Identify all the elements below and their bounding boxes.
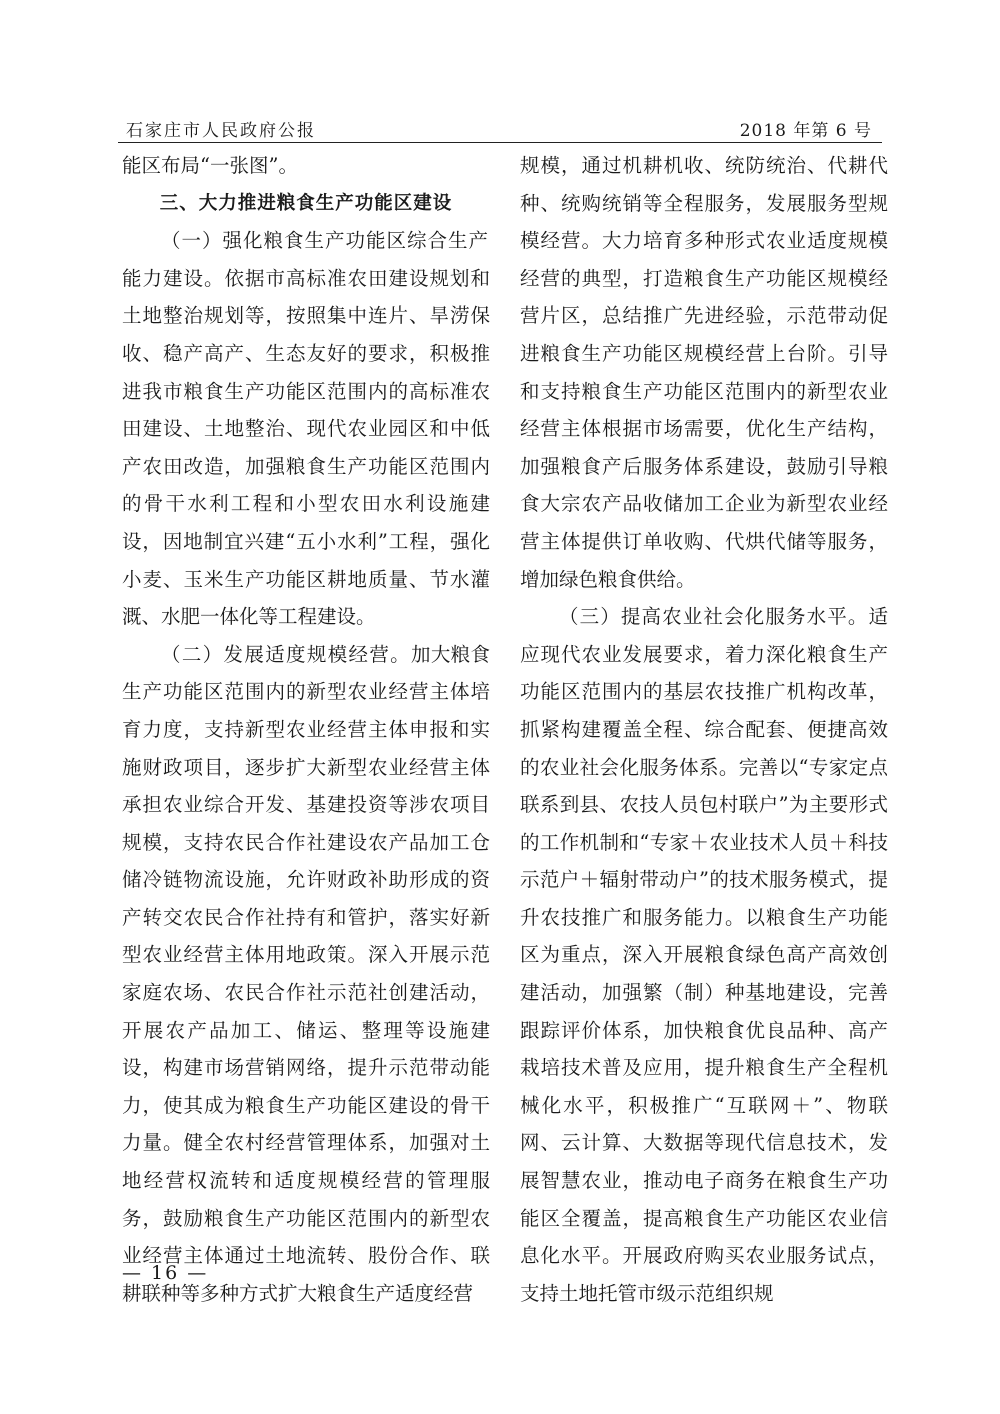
publication-title: 石家庄市人民政府公报 [126,121,316,141]
running-header [118,114,882,143]
subsection-heading-2: （二）发展适度规模经营。 [161,642,411,666]
paragraph-continued: 规模，通过机耕机收、统防统治、代耕代种、统购统销等全程服务，发展服务型规模经营。大力培育多种形式农业适度规模经营的典型，打造粮食生产功能区规模经营片区，总结推广先进经验，示范带动促进粮食生产功能区规模经营上台阶。引导和支持粮食生产功能区范围内的新型农业经营主体根据市场需要，优化生产结构，加强粮食产后服务体系建设，鼓励引导粮食大宗农产品收储加工企业为新型农业经营主体提供订单收购、代烘代储等服务，增加绿色粮食供给。 [520,154,888,591]
paragraph-text: 适应现代农业发展要求，着力深化粮食生产功能区范围内的基层农技推广机构改革，抓紧构建覆盖全程、综合配套、便捷高效的农业社会化服务体系。完善以“专家定点联系到县、农技人员包村联户”为主要形式的工作机制和“专家＋农业技术人员＋科技示范户＋辐射带动户”的技术服务模式，提升农技推广和服务能力。以粮食生产功能区为重点，深入开展粮食绿色高产高效创建活动，加强繁（制）种基地建设，完善跟踪评价体系，加快粮食优良品种、高产栽培技术普及应用，提升粮食生产全程机械化水平，积极推广“互联网＋”、物联网、云计算、大数据等现代信息技术，发展智慧农业，推动电子商务在粮食生产功能区全覆盖，提高粮食生产功能区农业信息化水平。开展政府购买农业服务试点，支持土地托管市级示范组织规 [520,605,888,1305]
subsection-heading-3: （三）提高农业社会化服务水平。 [559,605,869,629]
right-column [520,147,888,1312]
paragraph-with-subheading-3 [520,598,888,1312]
paragraph-continued: 能区布局“一张图”。 [122,154,298,177]
paragraph: 能力建设。依据市高标准农田建设规划和土地整治规划等，按照集中连片、旱涝保收、稳产高产、生态友好的要求，积极推进我市粮食生产功能区范围内的高标准农田建设、土地整治、现代农业园区和中低产农田改造，加强粮食生产功能区范围内的骨干水利工程和小型农田水利设施建设，因地制宜兴建“五小水利”工程，强化小麦、玉米生产功能区耕地质量、节水灌溉、水肥一体化等工程建设。 [122,266,490,629]
section-heading: 三、大力推进粮食生产功能区建设 [159,192,453,214]
page-number: — 16 — [122,1262,209,1284]
left-column [122,147,490,1312]
subsection-heading-1: （一）强化粮食生产功能区综合生产 [161,229,490,253]
paragraph-with-subheading-2 [122,636,490,1313]
issue-number: 2018 年第 6 号 [739,121,872,141]
paragraph-text: 加大粮食生产功能区范围内的新型农业经营主体培育力度，支持新型农业经营主体申报和实施财政项目，逐步扩大新型农业经营主体承担农业综合开发、基建投资等涉农项目规模，支持农民合作社建设农产品加工仓储冷链物流设施，允许财政补助形成的资产转交农民合作社持有和管护，落实好新型农业经营主体用地政策。深入开展示范家庭农场、农民合作社示范社创建活动，开展农产品加工、储运、整理等设施建设，构建市场营销网络，提升示范带动能力，使其成为粮食生产功能区建设的骨干力量。健全农村经营管理体系，加强对土地经营权流转和适度规模经营的管理服务，鼓励粮食生产功能区范围内的新型农业经营主体通过土地流转、股份合作、联耕联种等多种方式扩大粮食生产适度经营 [122,642,490,1305]
